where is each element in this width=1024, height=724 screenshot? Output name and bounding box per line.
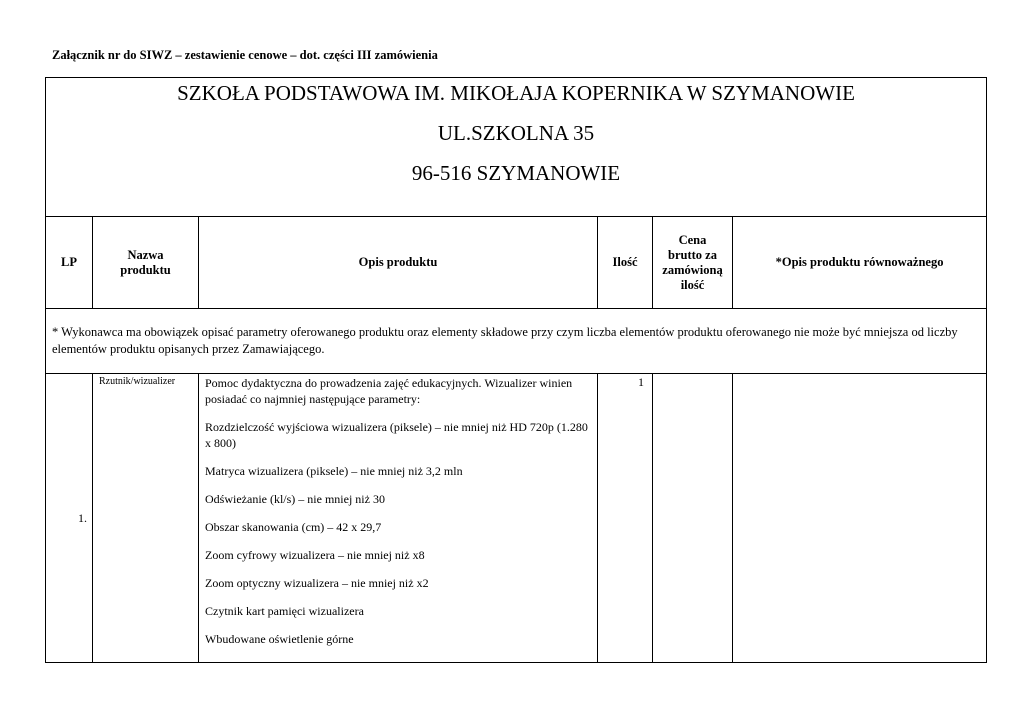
item-spec-matrix: Matryca wizualizera (piksele) – nie mniej niż 3,2 mln (205, 464, 463, 478)
item-equivalent-cell[interactable] (733, 374, 987, 663)
school-street: UL.SZKOLNA 35 (437, 121, 595, 145)
column-header-lp: LP (46, 217, 93, 309)
attachment-title: Załącznik nr do SIWZ – zestawienie cenowe – dot. części III zamówienia (52, 48, 438, 62)
item-price-cell[interactable] (653, 374, 733, 663)
item-spec-lighting: Wbudowane oświetlenie górne (205, 632, 354, 646)
note-row (46, 309, 987, 374)
column-header-description: Opis produktu (199, 217, 598, 309)
column-header-price: Cena brutto za zamówioną ilość (653, 217, 733, 309)
item-spec-resolution: Rozdzielczość wyjściowa wizualizera (piksele) – nie mniej niż HD 720p (1.280 x 800) (205, 420, 588, 450)
item-spec-digital-zoom: Zoom cyfrowy wizualizera – nie mniej niż x8 (205, 548, 425, 562)
column-header-equivalent: *Opis produktu równoważnego (733, 217, 987, 309)
column-header-name: Nazwa produktu (93, 217, 199, 309)
school-header-row (46, 78, 987, 217)
item-lp: 1. (46, 374, 93, 663)
item-spec-scan-area: Obszar skanowania (cm) – 42 x 29,7 (205, 520, 382, 534)
table-row (46, 374, 987, 663)
item-name: Rzutnik/wizualizer (93, 374, 199, 663)
school-header (46, 78, 987, 217)
school-postal-city: 96-516 SZYMANOWIE (411, 161, 621, 185)
school-name: SZKOŁA PODSTAWOWA IM. MIKOŁAJA KOPERNIKA W SZYMANOWIE (177, 81, 855, 105)
item-spec-optical-zoom: Zoom optyczny wizualizera – nie mniej niż x2 (205, 576, 429, 590)
item-spec-refresh: Odświeżanie (kl/s) – nie mniej niż 30 (205, 492, 385, 506)
contractor-note: * Wykonawca ma obowiązek opisać parametry oferowanego produktu oraz elementy składowe przy czym liczba elementów produktu oferowanego nie może być mniejsza od liczby elementów produktu opisanych przez Zamawiającego. (46, 309, 987, 374)
item-spec-card-reader: Czytnik kart pamięci wizualizera (205, 604, 364, 618)
column-header-quantity: Ilość (598, 217, 653, 309)
column-header-row (46, 217, 987, 309)
price-table (45, 77, 987, 663)
item-quantity: 1 (598, 374, 653, 663)
item-description-intro: Pomoc dydaktyczna do prowadzenia zajęć edukacyjnych. Wizualizer winien posiadać co najmniej następujące parametry: (205, 376, 573, 406)
item-description (199, 374, 598, 663)
